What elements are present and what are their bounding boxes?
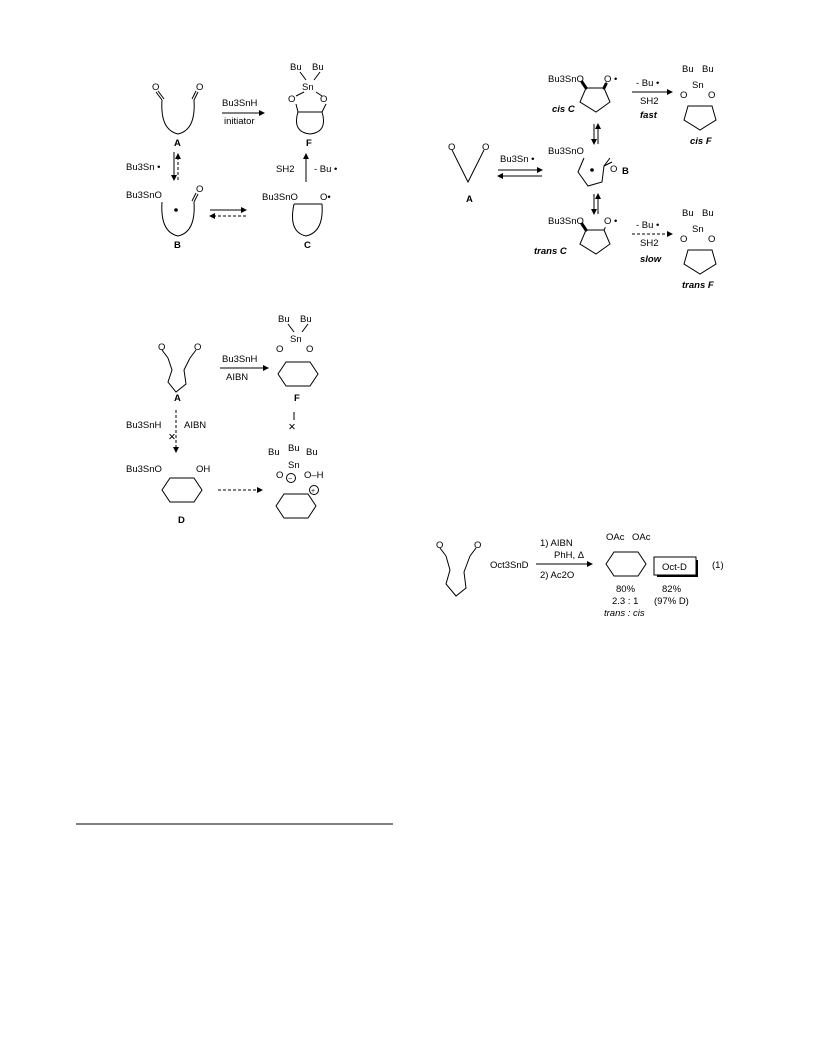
svg-text:Bu: Bu <box>288 443 300 454</box>
svg-text:O •: O • <box>604 216 618 227</box>
label-A-1: A <box>174 138 181 149</box>
svg-text:O: O <box>196 184 204 195</box>
condition-top-1: initiator <box>224 116 255 127</box>
label-cisF-3: cis F <box>690 136 712 147</box>
label-F-1: F <box>306 138 312 149</box>
structure-cisF-3 <box>680 64 716 130</box>
svg-text:Bu: Bu <box>682 64 694 75</box>
radical-reagent-1: Bu3Sn • <box>126 162 161 173</box>
step1-cond-eq1: PhH, Δ <box>554 550 585 561</box>
structure-F-1 <box>288 62 327 134</box>
label-transF-3: trans F <box>682 280 714 291</box>
reagent-3: Bu3Sn • <box>500 154 535 165</box>
svg-text:Bu3SnO: Bu3SnO <box>548 216 584 227</box>
svg-text:O: O <box>196 82 204 93</box>
structure-B-1 <box>126 184 203 236</box>
svg-text:Bu: Bu <box>290 62 302 73</box>
svg-text:Bu3SnO: Bu3SnO <box>262 192 298 203</box>
reagent-2: Bu3SnH <box>222 354 258 365</box>
ratio-label-eq1: trans : cis <box>604 608 645 619</box>
structure-stannate-2 <box>268 443 324 518</box>
svg-text:+: + <box>311 488 316 495</box>
blocked-reagent-2: Bu3SnH <box>126 420 162 431</box>
minus-bu-cis-3: - Bu • <box>636 78 660 89</box>
svg-text:O: O <box>158 342 166 353</box>
svg-text:O: O <box>680 234 688 245</box>
scheme-2 <box>126 314 324 526</box>
svg-text:O•: O• <box>320 192 331 203</box>
svg-text:O: O <box>482 142 490 153</box>
svg-text:Sn: Sn <box>692 80 704 91</box>
svg-text:Bu: Bu <box>300 314 312 325</box>
svg-text:O: O <box>306 344 314 355</box>
sh2-label-1: SH2 <box>276 164 295 175</box>
svg-text:Bu: Bu <box>702 208 714 219</box>
svg-text:✕: ✕ <box>168 432 176 443</box>
structure-dialdehyde-eq1 <box>436 540 481 596</box>
yield-product-eq1: 80% <box>616 584 636 595</box>
structure-transF-3 <box>680 208 716 274</box>
svg-text:Bu3SnO: Bu3SnO <box>126 190 162 201</box>
label-D-2: D <box>178 515 185 526</box>
svg-text:Sn: Sn <box>692 224 704 235</box>
structure-B-3 <box>548 146 617 186</box>
svg-text:O: O <box>276 344 284 355</box>
step1-eq1: 1) AIBN <box>540 538 573 549</box>
label-A-2: A <box>174 393 181 404</box>
svg-text:O: O <box>680 90 688 101</box>
svg-text:Sn: Sn <box>288 460 300 471</box>
svg-text:O–H: O–H <box>304 470 324 481</box>
svg-text:O: O <box>474 540 482 551</box>
structure-C-1 <box>262 192 331 236</box>
svg-text:−: − <box>288 476 293 483</box>
yield-oct-eq1: 82% <box>662 584 682 595</box>
label-C-1: C <box>304 240 311 251</box>
oct-d-label: Oct-D <box>662 562 687 573</box>
sh2-cis-3: SH2 <box>640 96 659 107</box>
svg-text:O: O <box>610 164 618 175</box>
svg-text:Bu: Bu <box>268 447 280 458</box>
scheme-1 <box>126 62 337 251</box>
svg-text:Bu: Bu <box>312 62 324 73</box>
label-B-3: B <box>622 166 629 177</box>
label-A-3: A <box>466 194 473 205</box>
svg-text:Bu3SnO: Bu3SnO <box>548 74 584 85</box>
svg-text:✕: ✕ <box>288 422 296 433</box>
structure-A-2 <box>158 342 201 392</box>
ratio-eq1: 2.3 : 1 <box>612 596 639 607</box>
deuterium-eq1: (97% D) <box>654 596 689 607</box>
minus-bu-trans-3: - Bu • <box>636 220 660 231</box>
structure-F-2 <box>276 314 318 386</box>
sh2-trans-3: SH2 <box>640 238 659 249</box>
blocked-condition-2: AIBN <box>184 420 207 431</box>
svg-text:O: O <box>276 470 284 481</box>
svg-text:O •: O • <box>604 74 618 85</box>
svg-text:O: O <box>152 82 160 93</box>
label-F-2: F <box>294 393 300 404</box>
svg-text:Bu: Bu <box>682 208 694 219</box>
step2-eq1: 2) Ac2O <box>540 570 575 581</box>
condition-2: AIBN <box>226 372 249 383</box>
svg-text:Bu: Bu <box>702 64 714 75</box>
label-B-1: B <box>174 240 181 251</box>
svg-text:O: O <box>288 94 296 105</box>
svg-text:O: O <box>436 540 444 551</box>
svg-text:O: O <box>708 234 716 245</box>
svg-text:Bu3SnO: Bu3SnO <box>548 146 584 157</box>
svg-text:OAc: OAc <box>632 532 651 543</box>
structure-A-1 <box>152 82 203 134</box>
reagent-top-1: Bu3SnH <box>222 98 258 109</box>
svg-text:O: O <box>320 94 328 105</box>
svg-text:Sn: Sn <box>302 82 314 93</box>
equation-number: (1) <box>712 560 724 571</box>
svg-text:Bu: Bu <box>278 314 290 325</box>
reagent-eq1: Oct3SnD <box>490 560 529 571</box>
svg-text:O: O <box>448 142 456 153</box>
label-transC-3: trans C <box>534 246 567 257</box>
structure-diacetate-eq1 <box>606 532 651 576</box>
scheme-3 <box>448 64 716 291</box>
slow-label-3: slow <box>640 254 662 265</box>
svg-text:O: O <box>708 90 716 101</box>
label-cisC-3: cis C <box>552 104 575 115</box>
svg-text:OAc: OAc <box>606 532 625 543</box>
svg-text:O: O <box>194 342 202 353</box>
svg-text:Bu: Bu <box>306 447 318 458</box>
fast-label-3: fast <box>640 110 657 121</box>
structure-A-3 <box>448 142 489 182</box>
structure-D-2 <box>126 464 210 502</box>
svg-text:Bu3SnO: Bu3SnO <box>126 464 162 475</box>
svg-text:OH: OH <box>196 464 211 475</box>
svg-text:Sn: Sn <box>290 334 302 345</box>
equation-1 <box>436 532 724 619</box>
minus-bu-1: - Bu • <box>314 164 338 175</box>
